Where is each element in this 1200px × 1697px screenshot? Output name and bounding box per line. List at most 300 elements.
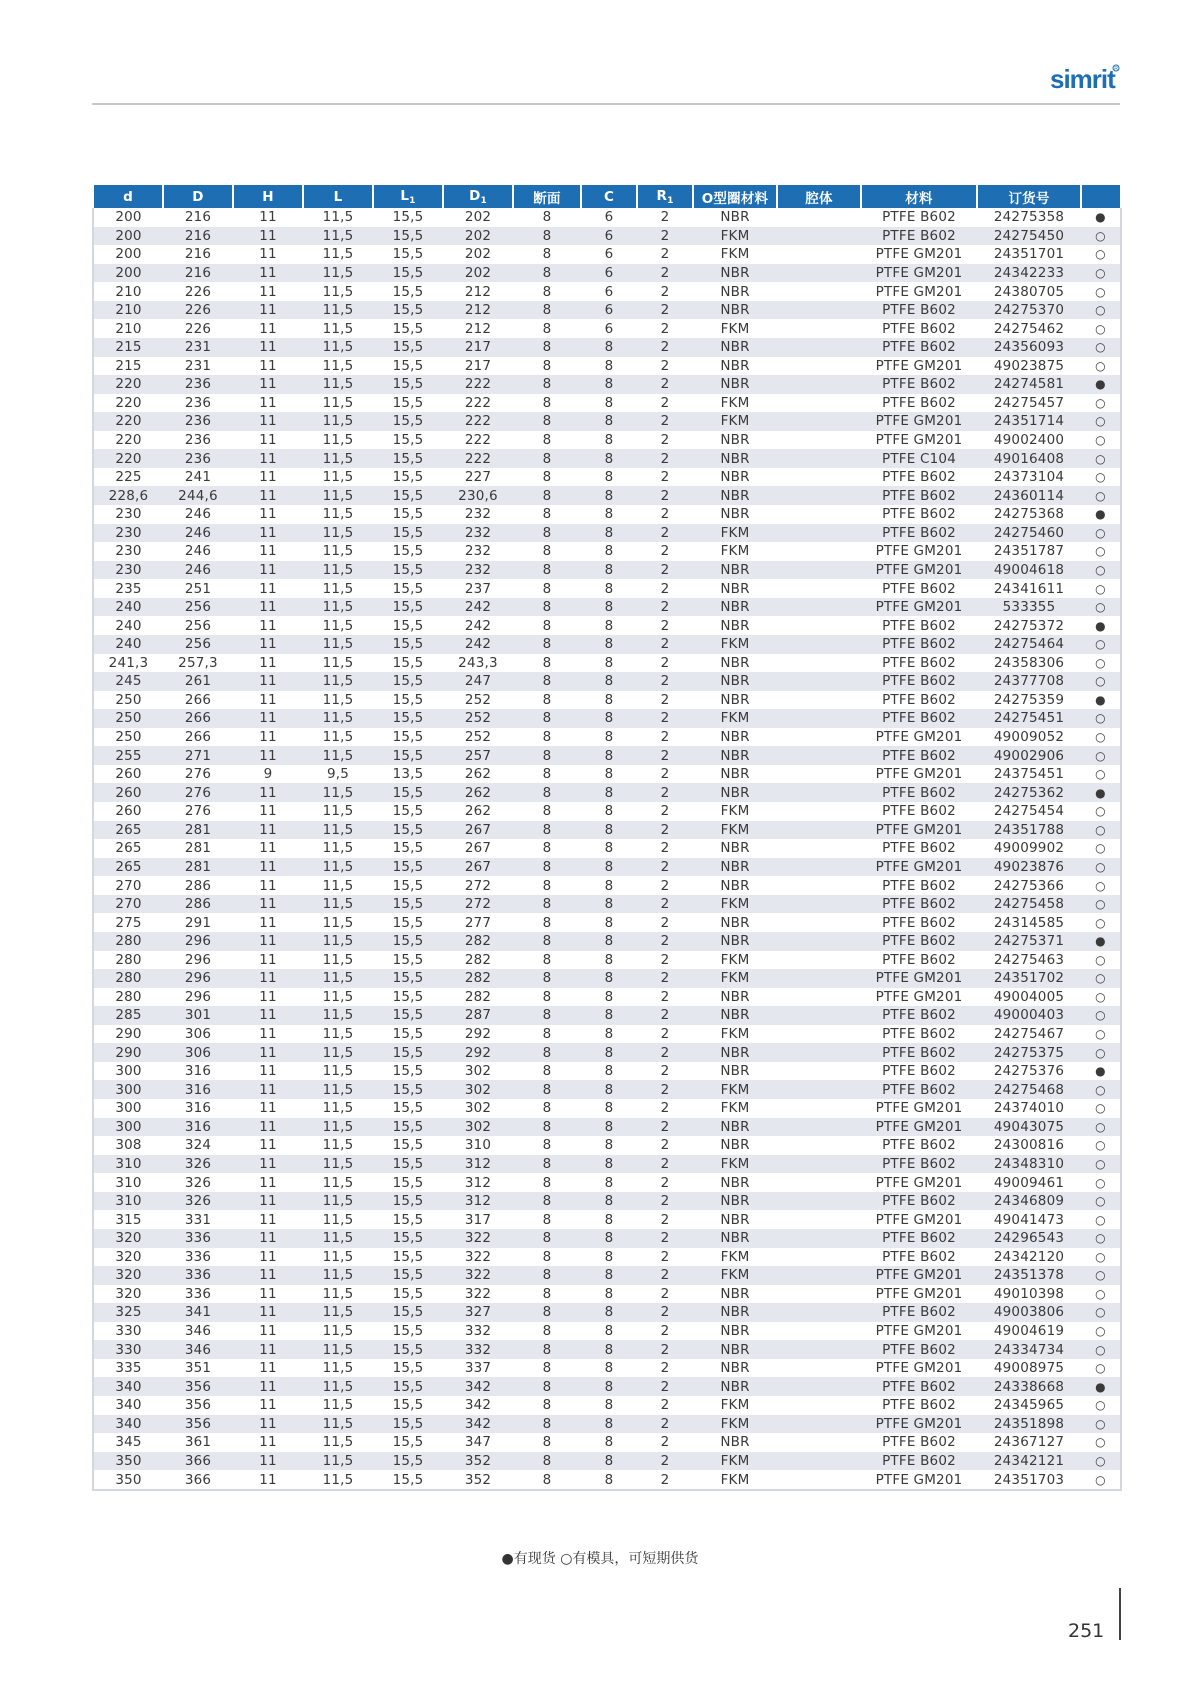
table-row [93,728,1121,747]
cell-cavity [777,1415,861,1434]
cell-order: 24351378 [977,1266,1081,1285]
cell-r1: 2 [637,765,693,784]
cell-l: 11,5 [303,1377,373,1396]
cell-order: 24351702 [977,969,1081,988]
table-row [93,1080,1121,1099]
cell-d1: 312 [443,1192,513,1211]
cell-h: 11 [233,245,303,264]
cell-order: 49016408 [977,449,1081,468]
cell-order: 24374010 [977,1099,1081,1118]
cell-l: 11,5 [303,579,373,598]
cell-order: 49009052 [977,728,1081,747]
cell-d: 216 [163,227,233,246]
cell-c: 8 [581,839,637,858]
table-row [93,1340,1121,1359]
cell-oring: NBR [693,1118,777,1137]
availability-marker: ○ [1081,1099,1121,1118]
cell-section: 8 [513,1340,581,1359]
availability-marker: ○ [1081,1322,1121,1341]
cell-cavity [777,1136,861,1155]
cell-d1: 237 [443,579,513,598]
cell-cavity [777,765,861,784]
cell-oring: FKM [693,802,777,821]
cell-d: 306 [163,1025,233,1044]
cell-order: 24275464 [977,635,1081,654]
cell-r1: 2 [637,338,693,357]
availability-marker: ○ [1081,635,1121,654]
cell-cavity [777,988,861,1007]
cell-l: 11,5 [303,394,373,413]
column-header-h [233,185,303,208]
cell-material: PTFE GM201 [861,357,977,376]
cell-d: 316 [163,1118,233,1137]
availability-marker: ○ [1081,1285,1121,1304]
cell-l1: 15,5 [373,524,443,543]
cell-c: 6 [581,227,637,246]
cell-l1: 15,5 [373,709,443,728]
cell-l: 11,5 [303,1173,373,1192]
cell-d: 310 [93,1173,163,1192]
cell-h: 11 [233,728,303,747]
cell-c: 8 [581,1415,637,1434]
cell-material: PTFE GM201 [861,1118,977,1137]
cell-order: 24275370 [977,301,1081,320]
cell-d: 231 [163,338,233,357]
cell-d: 315 [93,1210,163,1229]
table-row [93,394,1121,413]
cell-l1: 15,5 [373,728,443,747]
cell-l1: 15,5 [373,486,443,505]
cell-cavity [777,1340,861,1359]
cell-l1: 15,5 [373,654,443,673]
cell-d: 310 [93,1155,163,1174]
column-header-r1 [637,185,693,208]
availability-marker: ○ [1081,245,1121,264]
table-row [93,1248,1121,1267]
cell-l: 11,5 [303,1452,373,1471]
availability-marker: ● [1081,932,1121,951]
product-spec-table [92,185,1122,1491]
cell-section: 8 [513,486,581,505]
cell-order: 24360114 [977,486,1081,505]
cell-order: 24373104 [977,468,1081,487]
table-row [93,357,1121,376]
cell-d: 236 [163,375,233,394]
cell-r1: 2 [637,505,693,524]
column-header-label: R [656,187,668,204]
cell-h: 11 [233,542,303,561]
cell-section: 8 [513,876,581,895]
cell-section: 8 [513,1155,581,1174]
table-header-row [93,185,1121,208]
cell-l: 11,5 [303,449,373,468]
cell-material: PTFE GM201 [861,821,977,840]
cell-d1: 222 [443,449,513,468]
cell-cavity [777,1470,861,1490]
cell-d: 276 [163,765,233,784]
cell-d: 225 [93,468,163,487]
cell-l: 11,5 [303,728,373,747]
cell-d: 260 [93,783,163,802]
table-row [93,951,1121,970]
availability-marker: ○ [1081,654,1121,673]
cell-d: 281 [163,839,233,858]
cell-order: 24275458 [977,895,1081,914]
cell-r1: 2 [637,1043,693,1062]
table-row [93,1433,1121,1452]
cell-d: 200 [93,227,163,246]
cell-d: 240 [93,616,163,635]
cell-order: 24342120 [977,1248,1081,1267]
cell-l: 11,5 [303,783,373,802]
cell-r1: 2 [637,951,693,970]
cell-material: PTFE B602 [861,1433,977,1452]
cell-section: 8 [513,1359,581,1378]
availability-marker: ● [1081,1377,1121,1396]
cell-order: 24275366 [977,876,1081,895]
cell-l1: 15,5 [373,1266,443,1285]
table-row [93,505,1121,524]
cell-d1: 252 [443,728,513,747]
cell-d: 290 [93,1043,163,1062]
cell-l1: 15,5 [373,1359,443,1378]
cell-c: 8 [581,1192,637,1211]
table-row [93,1377,1121,1396]
cell-oring: NBR [693,1192,777,1211]
cell-order: 24358306 [977,654,1081,673]
cell-cavity [777,1377,861,1396]
cell-h: 11 [233,654,303,673]
cell-h: 11 [233,1396,303,1415]
cell-r1: 2 [637,783,693,802]
table-row [93,598,1121,617]
cell-order: 24275358 [977,208,1081,227]
cell-l: 11,5 [303,969,373,988]
cell-l1: 15,5 [373,1006,443,1025]
cell-h: 11 [233,709,303,728]
cell-h: 11 [233,913,303,932]
cell-material: PTFE GM201 [861,1470,977,1490]
cell-d: 281 [163,821,233,840]
cell-d1: 222 [443,394,513,413]
cell-l1: 15,5 [373,1377,443,1396]
cell-cavity [777,561,861,580]
cell-d: 236 [163,412,233,431]
cell-material: PTFE B602 [861,1043,977,1062]
column-header-d [163,185,233,208]
cell-material: PTFE B602 [861,895,977,914]
cell-section: 8 [513,1173,581,1192]
cell-d1: 242 [443,598,513,617]
cell-l1: 15,5 [373,1210,443,1229]
cell-c: 6 [581,282,637,301]
cell-d1: 257 [443,746,513,765]
cell-d1: 232 [443,505,513,524]
cell-r1: 2 [637,709,693,728]
cell-cavity [777,858,861,877]
cell-section: 8 [513,394,581,413]
table-row [93,524,1121,543]
cell-cavity [777,1452,861,1471]
cell-h: 11 [233,1062,303,1081]
cell-d: 351 [163,1359,233,1378]
cell-oring: FKM [693,1470,777,1490]
cell-d1: 317 [443,1210,513,1229]
cell-h: 11 [233,1452,303,1471]
cell-c: 8 [581,1340,637,1359]
table-row [93,895,1121,914]
cell-h: 11 [233,1025,303,1044]
table-row [93,301,1121,320]
cell-h: 11 [233,1433,303,1452]
cell-r1: 2 [637,1210,693,1229]
cell-order: 49009902 [977,839,1081,858]
cell-r1: 2 [637,1396,693,1415]
cell-l1: 15,5 [373,208,443,227]
cell-d: 250 [93,709,163,728]
cell-d: 241,3 [93,654,163,673]
cell-cavity [777,1043,861,1062]
cell-material: PTFE GM201 [861,264,977,283]
cell-d: 266 [163,691,233,710]
cell-material: PTFE B602 [861,394,977,413]
cell-oring: NBR [693,561,777,580]
cell-cavity [777,579,861,598]
cell-l: 11,5 [303,524,373,543]
cell-material: PTFE B602 [861,301,977,320]
cell-section: 8 [513,282,581,301]
cell-l: 11,5 [303,598,373,617]
cell-h: 11 [233,1322,303,1341]
availability-marker: ○ [1081,449,1121,468]
cell-order: 24342121 [977,1452,1081,1471]
cell-r1: 2 [637,988,693,1007]
cell-d1: 267 [443,858,513,877]
cell-h: 11 [233,301,303,320]
cell-c: 8 [581,1266,637,1285]
cell-c: 8 [581,524,637,543]
availability-marker: ○ [1081,672,1121,691]
cell-l1: 15,5 [373,357,443,376]
cell-l: 11,5 [303,1396,373,1415]
cell-order: 49000403 [977,1006,1081,1025]
availability-marker: ○ [1081,282,1121,301]
cell-d1: 312 [443,1155,513,1174]
cell-oring: FKM [693,821,777,840]
column-header-l [303,185,373,208]
availability-marker: ○ [1081,486,1121,505]
cell-cavity [777,1118,861,1137]
cell-d1: 272 [443,895,513,914]
cell-material: PTFE GM201 [861,1173,977,1192]
cell-d: 290 [93,1025,163,1044]
cell-order: 24275450 [977,227,1081,246]
cell-section: 8 [513,1210,581,1229]
cell-oring: FKM [693,1025,777,1044]
cell-oring: NBR [693,598,777,617]
cell-oring: NBR [693,264,777,283]
cell-d1: 302 [443,1080,513,1099]
cell-order: 24351701 [977,245,1081,264]
cell-section: 8 [513,728,581,747]
cell-material: PTFE B602 [861,227,977,246]
cell-c: 8 [581,357,637,376]
cell-section: 8 [513,858,581,877]
cell-d1: 287 [443,1006,513,1025]
cell-c: 8 [581,1359,637,1378]
cell-l: 11,5 [303,858,373,877]
table-row [93,802,1121,821]
cell-l: 11,5 [303,821,373,840]
cell-d: 280 [93,988,163,1007]
cell-oring: NBR [693,783,777,802]
availability-marker: ○ [1081,598,1121,617]
availability-marker: ○ [1081,301,1121,320]
cell-oring: NBR [693,932,777,951]
cell-d: 320 [93,1248,163,1267]
availability-marker: ● [1081,616,1121,635]
availability-marker: ○ [1081,709,1121,728]
cell-order: 49009461 [977,1173,1081,1192]
cell-r1: 2 [637,932,693,951]
cell-order: 24275372 [977,616,1081,635]
cell-section: 8 [513,1043,581,1062]
cell-d: 220 [93,431,163,450]
cell-c: 8 [581,876,637,895]
cell-h: 11 [233,524,303,543]
table-row [93,1452,1121,1471]
cell-l1: 15,5 [373,598,443,617]
cell-section: 8 [513,1452,581,1471]
cell-d: 236 [163,449,233,468]
cell-oring: FKM [693,245,777,264]
cell-r1: 2 [637,524,693,543]
availability-marker: ○ [1081,821,1121,840]
cell-c: 8 [581,598,637,617]
cell-d1: 352 [443,1470,513,1490]
cell-d: 340 [93,1396,163,1415]
table-row [93,375,1121,394]
cell-r1: 2 [637,449,693,468]
cell-r1: 2 [637,1025,693,1044]
cell-d1: 342 [443,1377,513,1396]
cell-oring: NBR [693,839,777,858]
cell-oring: NBR [693,728,777,747]
cell-r1: 2 [637,468,693,487]
cell-cavity [777,1210,861,1229]
cell-oring: FKM [693,1415,777,1434]
cell-cavity [777,486,861,505]
cell-cavity [777,598,861,617]
cell-order: 24275451 [977,709,1081,728]
cell-material: PTFE B602 [861,1340,977,1359]
table-row [93,1025,1121,1044]
cell-h: 11 [233,486,303,505]
cell-l1: 15,5 [373,561,443,580]
cell-d: 230 [93,505,163,524]
column-header-label: H [262,188,274,205]
cell-r1: 2 [637,319,693,338]
cell-section: 8 [513,783,581,802]
cell-oring: FKM [693,394,777,413]
cell-h: 11 [233,876,303,895]
cell-d: 244,6 [163,486,233,505]
cell-d: 326 [163,1192,233,1211]
cell-h: 11 [233,932,303,951]
cell-cavity [777,691,861,710]
cell-r1: 2 [637,1248,693,1267]
cell-cavity [777,746,861,765]
cell-d1: 242 [443,635,513,654]
cell-material: PTFE B602 [861,1155,977,1174]
cell-order: 49043075 [977,1118,1081,1137]
cell-order: 24275468 [977,1080,1081,1099]
cell-l: 11,5 [303,1285,373,1304]
cell-l: 9,5 [303,765,373,784]
cell-oring: NBR [693,301,777,320]
cell-material: PTFE B602 [861,338,977,357]
cell-c: 8 [581,988,637,1007]
cell-oring: NBR [693,1359,777,1378]
cell-c: 8 [581,858,637,877]
cell-d: 306 [163,1043,233,1062]
cell-l1: 15,5 [373,338,443,357]
cell-material: PTFE GM201 [861,598,977,617]
cell-order: 24275454 [977,802,1081,821]
cell-h: 11 [233,375,303,394]
availability-marker: ○ [1081,357,1121,376]
cell-d1: 337 [443,1359,513,1378]
cell-d: 336 [163,1285,233,1304]
cell-r1: 2 [637,746,693,765]
availability-marker: ○ [1081,728,1121,747]
cell-cavity [777,505,861,524]
cell-l1: 15,5 [373,1322,443,1341]
cell-cavity [777,821,861,840]
cell-oring: NBR [693,616,777,635]
cell-material: PTFE B602 [861,468,977,487]
cell-c: 8 [581,895,637,914]
cell-material: PTFE B602 [861,319,977,338]
cell-section: 8 [513,1470,581,1490]
column-header-label: 腔体 [805,190,833,207]
cell-c: 8 [581,932,637,951]
cell-d: 271 [163,746,233,765]
cell-cavity [777,394,861,413]
cell-order: 49002400 [977,431,1081,450]
cell-c: 8 [581,1396,637,1415]
cell-l: 11,5 [303,802,373,821]
cell-d: 326 [163,1173,233,1192]
availability-marker: ○ [1081,765,1121,784]
cell-d: 291 [163,913,233,932]
header-divider [92,103,1120,105]
cell-material: PTFE GM201 [861,561,977,580]
cell-d: 266 [163,709,233,728]
table-row [93,1155,1121,1174]
cell-l: 11,5 [303,709,373,728]
availability-marker: ○ [1081,1136,1121,1155]
availability-marker: ○ [1081,1415,1121,1434]
cell-l: 11,5 [303,301,373,320]
cell-l: 11,5 [303,542,373,561]
cell-h: 11 [233,1248,303,1267]
cell-d1: 217 [443,338,513,357]
column-header-d1 [443,185,513,208]
cell-l: 11,5 [303,412,373,431]
cell-oring: NBR [693,876,777,895]
cell-cavity [777,951,861,970]
